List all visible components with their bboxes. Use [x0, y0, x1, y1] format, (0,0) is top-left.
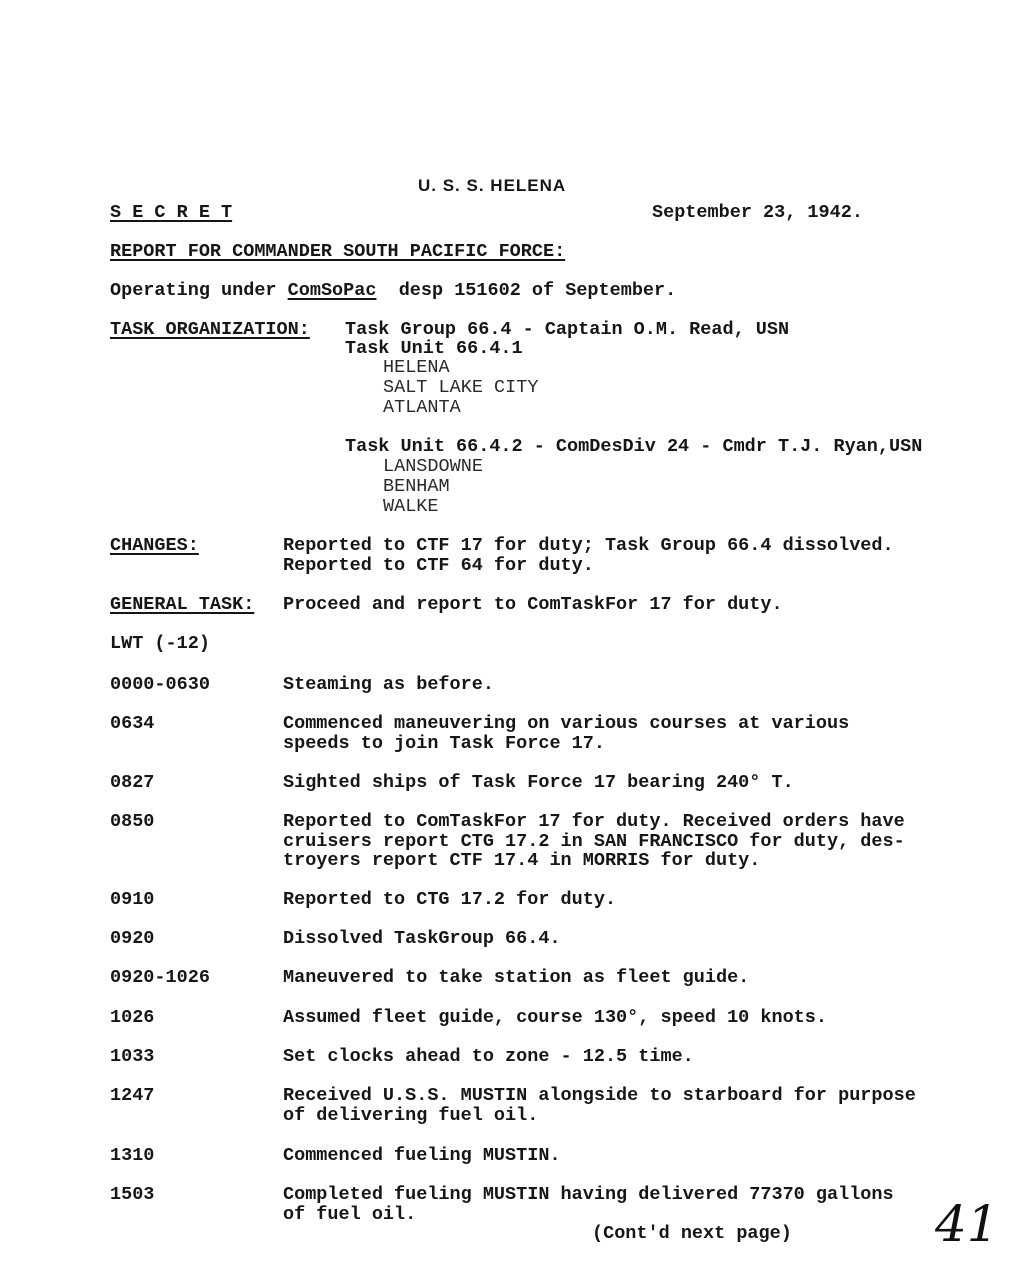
log-time: 1503 — [110, 1184, 155, 1205]
log-time: 0634 — [110, 713, 155, 734]
log-entry-line: Assumed fleet guide, course 130°, speed 10 knots. — [283, 1007, 827, 1028]
task-unit-2-ship: WALKE — [383, 496, 439, 517]
log-time: 1033 — [110, 1046, 155, 1067]
changes-line: Reported to CTF 64 for duty. — [283, 555, 594, 576]
log-entry-line: Maneuvered to take station as fleet guide. — [283, 967, 750, 988]
report-date: September 23, 1942. — [652, 202, 863, 223]
task-group-line: Task Group 66.4 - Captain O.M. Read, USN — [345, 319, 790, 340]
task-unit-2-ship: LANSDOWNE — [383, 456, 483, 477]
log-entry-line: Completed fueling MUSTIN having delivered 77370 gallons — [283, 1184, 894, 1205]
log-entry — [283, 1086, 916, 1125]
report-title: REPORT FOR COMMANDER SOUTH PACIFIC FORCE: — [110, 241, 566, 262]
log-entry-line: troyers report CTF 17.4 in MORRIS for duty. — [283, 850, 761, 871]
log-entry-line: Commenced maneuvering on various courses at various — [283, 713, 850, 734]
log-entry — [283, 714, 849, 753]
log-entry — [283, 890, 616, 910]
continued-note: (Cont'd next page) — [592, 1223, 792, 1244]
log-entry-line: Reported to CTG 17.2 for duty. — [283, 889, 617, 910]
log-time: 1247 — [110, 1085, 155, 1106]
log-time: 0910 — [110, 889, 155, 910]
log-time: 0920 — [110, 928, 155, 949]
time-zone: LWT (-12) — [110, 633, 210, 654]
log-entry — [283, 812, 905, 871]
log-time: 0827 — [110, 772, 155, 793]
log-entry-line: Steaming as before. — [283, 674, 494, 695]
log-time: 0920-1026 — [110, 967, 210, 988]
log-entry — [283, 1146, 561, 1166]
log-time: 0000-0630 — [110, 674, 210, 695]
log-time: 0850 — [110, 811, 155, 832]
classification-marking: S E C R E T — [110, 202, 233, 223]
task-unit-2-label: Task Unit 66.4.2 - ComDesDiv 24 - Cmdr T.J. Ryan,USN — [345, 436, 923, 457]
task-unit-1-label: Task Unit 66.4.1 — [345, 338, 523, 359]
task-unit-1-ship: HELENA — [383, 357, 450, 378]
log-entry — [283, 929, 561, 949]
log-entry — [283, 1185, 894, 1224]
log-entry-line: Dissolved TaskGroup 66.4. — [283, 928, 561, 949]
log-entry-line: Set clocks ahead to zone - 12.5 time. — [283, 1046, 694, 1067]
handwritten-page-number: 41 — [935, 1195, 999, 1253]
operating-prefix: Operating under — [110, 280, 277, 301]
log-entry-line: Reported to ComTaskFor 17 for duty. Received orders have — [283, 811, 905, 832]
changes-label: CHANGES: — [110, 535, 199, 556]
general-task-text: Proceed and report to ComTaskFor 17 for duty. — [283, 594, 783, 615]
log-entry — [283, 675, 494, 695]
log-entry — [283, 968, 749, 988]
log-entry-line: of delivering fuel oil. — [283, 1104, 539, 1126]
log-entry-line: of fuel oil. — [283, 1203, 417, 1225]
task-unit-2-ship: BENHAM — [383, 476, 450, 497]
log-time: 1310 — [110, 1145, 155, 1166]
operating-suffix: desp 151602 of September. — [398, 280, 677, 301]
task-unit-1-ship: ATLANTA — [383, 397, 461, 418]
log-time: 1026 — [110, 1007, 155, 1028]
task-unit-1-ship: SALT LAKE CITY — [383, 377, 539, 398]
log-entry-line: speeds to join Task Force 17. — [283, 732, 605, 754]
general-task-label: GENERAL TASK: — [110, 594, 255, 615]
changes-line: Reported to CTF 17 for duty; Task Group 66.4 dissolved. — [283, 535, 894, 556]
log-entry — [283, 773, 794, 793]
operating-authority: ComSoPac — [287, 280, 377, 301]
task-organization-label: TASK ORGANIZATION: — [110, 319, 310, 340]
log-entry — [283, 1047, 694, 1067]
log-entry — [283, 1008, 827, 1028]
ship-title: U. S. S. HELENA — [418, 176, 567, 195]
log-entry-line: cruisers report CTG 17.2 in SAN FRANCISCO for duty, des- — [283, 830, 905, 852]
log-entry-line: Received U.S.S. MUSTIN alongside to starboard for purpose — [283, 1085, 916, 1106]
log-entry-line: Commenced fueling MUSTIN. — [283, 1145, 561, 1166]
operating-line — [110, 281, 676, 301]
log-entry-line: Sighted ships of Task Force 17 bearing 240° T. — [283, 772, 794, 793]
